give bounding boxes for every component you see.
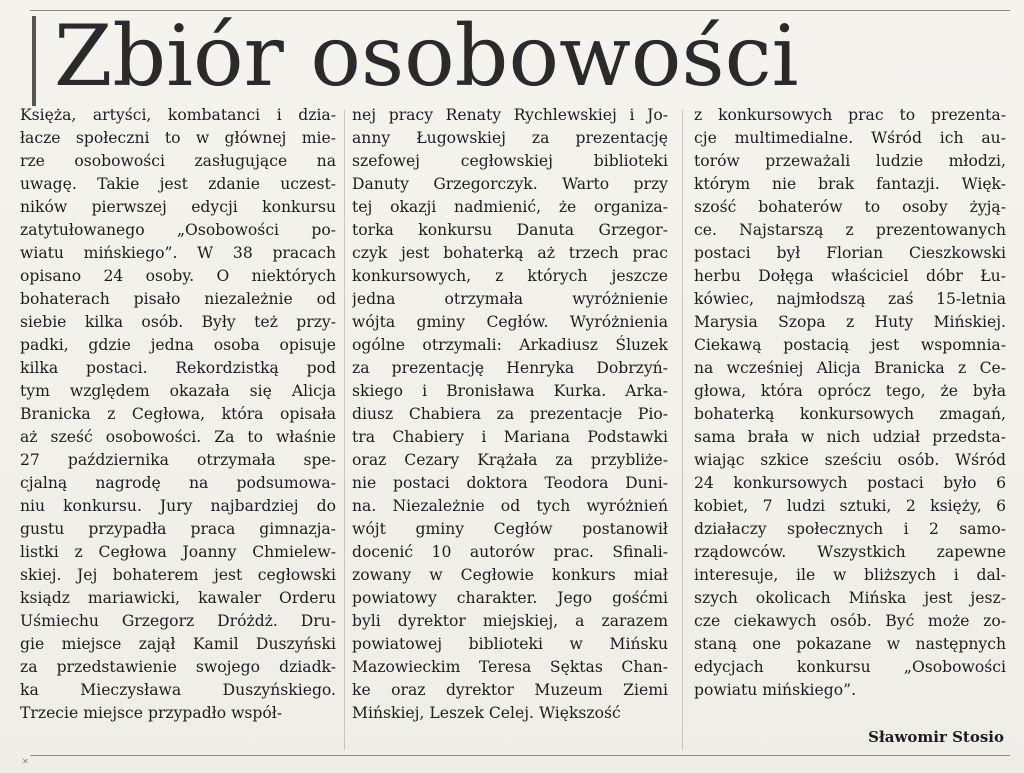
article-line: bohaterką konkursowych zmagań, xyxy=(694,405,1006,423)
article-line: anny Ługowskiej za prezentację xyxy=(352,129,668,147)
article-line: listki z Cegłowa Joanny Chmielew- xyxy=(20,543,336,561)
column-divider xyxy=(344,110,345,750)
article-line: niu konkursu. Jury najbardziej do xyxy=(20,497,336,515)
article-line: kobiet, 7 ludzi sztuki, 2 księży, 6 xyxy=(694,497,1006,515)
article-line: szych okolicach Mińska jest jesz- xyxy=(694,589,1006,607)
article-line: głowa, która oprócz tego, że była xyxy=(694,382,1006,400)
article-line: nej pracy Renaty Rychlewskiej i Jo- xyxy=(352,106,668,124)
article-line: łacze społeczni to w głównej mie- xyxy=(20,129,336,147)
article-column-2 xyxy=(352,104,668,725)
article-line: działaczy społecznych i 2 samo- xyxy=(694,520,1006,538)
article-line: skiej. Jej bohaterem jest cegłowski xyxy=(20,566,336,584)
article-line: wiając szkice sześciu osób. Wśród xyxy=(694,451,1006,469)
article-line: Danuty Grzegorczyk. Warto przy xyxy=(352,175,668,193)
article-line: cze ciekawych osób. Być może zo- xyxy=(694,612,1006,630)
article-line: ka Mieczysława Duszyńskiego. xyxy=(20,681,336,699)
article-line: torów przeważali ludzie młodzi, xyxy=(694,152,1006,170)
article-line: ogólne otrzymali: Arkadiusz Śluzek xyxy=(352,336,668,354)
article-line: diusz Chabiera za prezentacje Pio- xyxy=(352,405,668,423)
article-line: interesuje, ile w bliższych i dal- xyxy=(694,566,1006,584)
article-line: tra Chabiery i Mariana Podstawki xyxy=(352,428,668,446)
article-line: wójt gminy Cegłów postanowił xyxy=(352,520,668,538)
article-line: Księża, artyści, kombatanci i dzia- xyxy=(20,106,336,124)
article-line: tym względem okazała się Alicja xyxy=(20,382,336,400)
article-line: 27 października otrzymała spe- xyxy=(20,451,336,469)
article-column-3 xyxy=(694,104,1006,702)
article-line: ce. Najstarszą z prezentowanych xyxy=(694,221,1006,239)
article-line: Mińskiej, Leszek Celej. Większość xyxy=(352,704,621,722)
article-title: Zbiór osobowości xyxy=(54,7,799,105)
article-author: Sławomir Stosio xyxy=(868,728,1004,746)
article-line: powiatowy charakter. Jego gośćmi xyxy=(352,589,668,607)
article-line: herbu Dołęga właściciel dóbr Łu- xyxy=(694,267,1006,285)
article-line: na. Niezależnie od tych wyróżnień xyxy=(352,497,668,515)
article-line: ników pierwszej edycji konkursu xyxy=(20,198,336,216)
article-line: Branicka z Cegłowa, która opisała xyxy=(20,405,336,423)
article-line: 24 konkursowych postaci było 6 xyxy=(694,474,1006,492)
article-line: rządowców. Wszystkich zapewne xyxy=(694,543,1006,561)
article-line: staną one pokazane w następnych xyxy=(694,635,1006,653)
article-line: siebie kilka osób. Były też przy- xyxy=(20,313,336,331)
article-column-1 xyxy=(20,104,336,725)
article-line: na wcześniej Alicja Branicka z Ce- xyxy=(694,359,1006,377)
article-line: byli dyrektor miejskiej, a zarazem xyxy=(352,612,668,630)
article-line: Trzecie miejsce przypadło współ- xyxy=(20,704,283,722)
article-line: sama brała w nich udział przedsta- xyxy=(694,428,1006,446)
article-line: bohaterach pisało niezależnie od xyxy=(20,290,336,308)
article-line: edycjach konkursu „Osobowości xyxy=(694,658,1006,676)
article-line: czyk jest bohaterką aż trzech prac xyxy=(352,244,668,262)
bottom-rule xyxy=(30,755,1010,756)
article-line: z konkursowych prac to prezenta- xyxy=(694,106,1006,124)
article-line: torka konkursu Danuta Grzegor- xyxy=(352,221,668,239)
article-line: powiatowej biblioteki w Mińsku xyxy=(352,635,668,653)
article-line: za prezentację Henryka Dobrzyń- xyxy=(352,359,668,377)
article-line: za przedstawienie swojego dziadk- xyxy=(20,658,336,676)
article-line: Marysia Szopa z Huty Mińskiej. xyxy=(694,313,1006,331)
article-line: zatytułowanego „Osobowości po- xyxy=(20,221,336,239)
article-line: kówiec, najmłodszą zaś 15-letnia xyxy=(694,290,1006,308)
article-line: zowany w Cegłowie konkurs miał xyxy=(352,566,668,584)
article-line: szość bohaterów to osoby żyją- xyxy=(694,198,1006,216)
article-line: konkursowych, z których jeszcze xyxy=(352,267,668,285)
article-line: Uśmiechu Grzegorz Dróżdż. Dru- xyxy=(20,612,336,630)
article-line: cje multimedialne. Wśród ich au- xyxy=(694,129,1006,147)
article-line: gustu przypadła praca gimnazja- xyxy=(20,520,336,538)
article-line: oraz Cezary Krążała za przybliże- xyxy=(352,451,668,469)
scan-mark: ✕ xyxy=(22,757,29,766)
article-line: wójta gminy Cegłów. Wyróżnienia xyxy=(352,313,668,331)
article-line: kilka postaci. Rekordzistką pod xyxy=(20,359,336,377)
article-line: skiego i Bronisława Kurka. Arka- xyxy=(352,382,668,400)
article-line: ke oraz dyrektor Muzeum Ziemi xyxy=(352,681,668,699)
headline-bar xyxy=(32,16,36,106)
article-line: powiatu mińskiego”. xyxy=(694,681,857,699)
article-line: cjalną nagrodę na podsumowa- xyxy=(20,474,336,492)
article-line: opisano 24 osoby. O niektórych xyxy=(20,267,336,285)
article-line: szefowej cegłowskiej biblioteki xyxy=(352,152,668,170)
article-line: aż sześć osobowości. Za to właśnie xyxy=(20,428,336,446)
article-line: gie miejsce zajął Kamil Duszyński xyxy=(20,635,336,653)
article-line: rze osobowości zasługujące na xyxy=(20,152,336,170)
article-line: ksiądz mariawicki, kawaler Orderu xyxy=(20,589,336,607)
article-line: tej okazji nadmienić, że organiza- xyxy=(352,198,668,216)
article-line: padki, gdzie jedna osoba opisuje xyxy=(20,336,336,354)
article-line: nie postaci doktora Teodora Duni- xyxy=(352,474,668,492)
article-line: którym nie brak fantazji. Więk- xyxy=(694,175,1006,193)
article-line: jedna otrzymała wyróżnienie xyxy=(352,290,668,308)
article-line: uwagę. Takie jest zdanie uczest- xyxy=(20,175,336,193)
article-line: wiatu mińskiego”. W 38 pracach xyxy=(20,244,336,262)
article-line: docenić 10 autorów prac. Sfinali- xyxy=(352,543,668,561)
article-line: Ciekawą postacią jest wspomnia- xyxy=(694,336,1006,354)
article-line: Mazowieckim Teresa Sęktas Chan- xyxy=(352,658,668,676)
article-line: postaci był Florian Cieszkowski xyxy=(694,244,1006,262)
column-divider xyxy=(682,110,683,750)
